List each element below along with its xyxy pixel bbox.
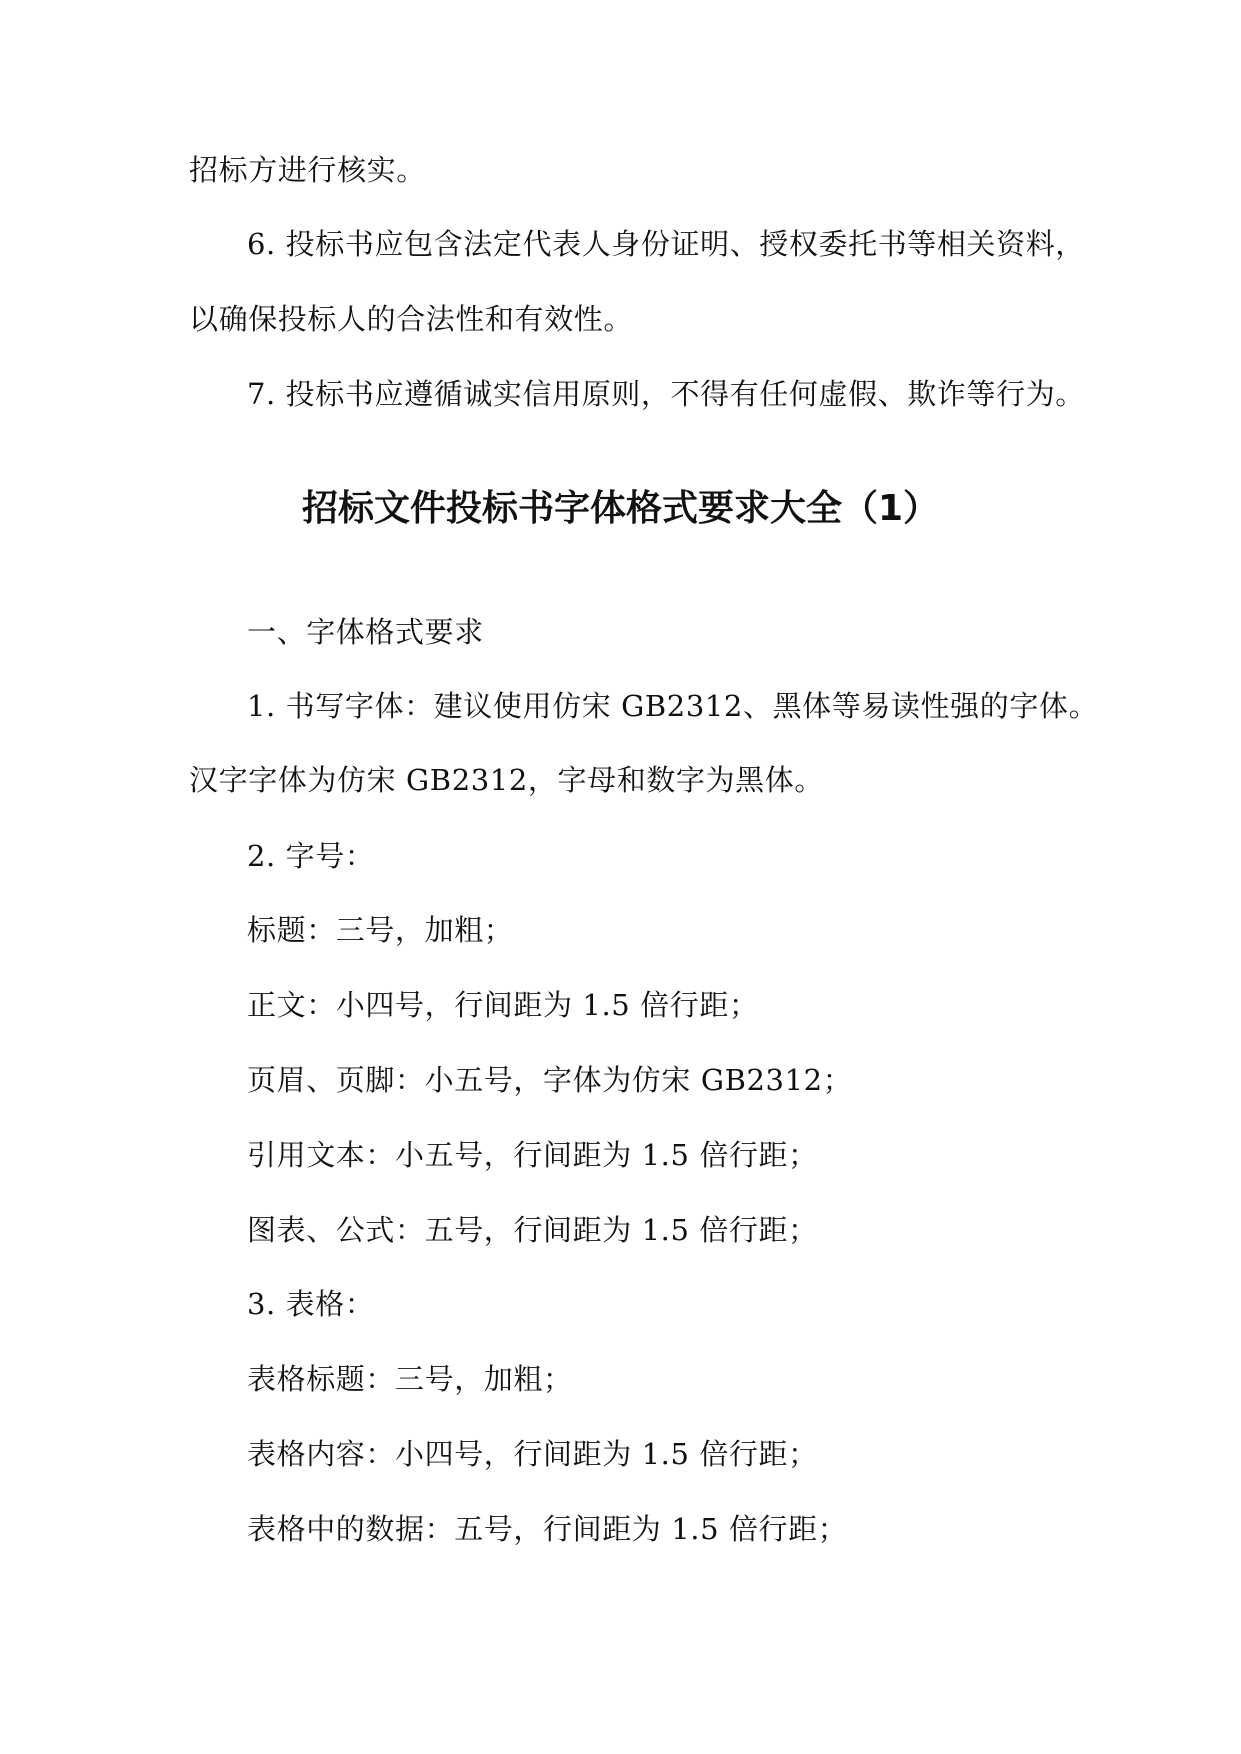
font-size-entry: 引用文本：小五号，行间距为 1.5 倍行距； xyxy=(247,1138,818,1172)
list-item-1-continuation: 汉字字体为仿宋 GB2312，字母和数字为黑体。 xyxy=(189,763,824,797)
list-item-6: 6. 投标书应包含法定代表人身份证明、授权委托书等相关资料， xyxy=(247,227,1085,261)
paragraph-line: 招标方进行核实。 xyxy=(189,153,426,187)
list-item-2-heading: 2. 字号： xyxy=(247,839,375,873)
list-item-1: 1. 书写字体：建议使用仿宋 GB2312、黑体等易读性强的字体。 xyxy=(247,689,1099,723)
paragraph-line: 以确保投标人的合法性和有效性。 xyxy=(189,302,634,336)
font-size-entry: 标题：三号，加粗； xyxy=(247,913,514,947)
table-format-entry: 表格内容：小四号，行间距为 1.5 倍行距； xyxy=(247,1437,818,1471)
table-format-entry: 表格中的数据：五号，行间距为 1.5 倍行距； xyxy=(247,1512,848,1546)
document-title: 招标文件投标书字体格式要求大全（1） xyxy=(301,488,940,529)
font-size-entry: 正文：小四号，行间距为 1.5 倍行距； xyxy=(247,988,759,1022)
list-item-7: 7. 投标书应遵循诚实信用原则，不得有任何虚假、欺诈等行为。 xyxy=(247,377,1085,411)
section-heading: 一、字体格式要求 xyxy=(247,615,484,649)
table-format-entry: 表格标题：三号，加粗； xyxy=(247,1362,573,1396)
font-size-entry: 图表、公式：五号，行间距为 1.5 倍行距； xyxy=(247,1213,818,1247)
list-item-3-heading: 3. 表格： xyxy=(247,1287,375,1321)
font-size-entry: 页眉、页脚：小五号，字体为仿宋 GB2312； xyxy=(247,1063,853,1097)
